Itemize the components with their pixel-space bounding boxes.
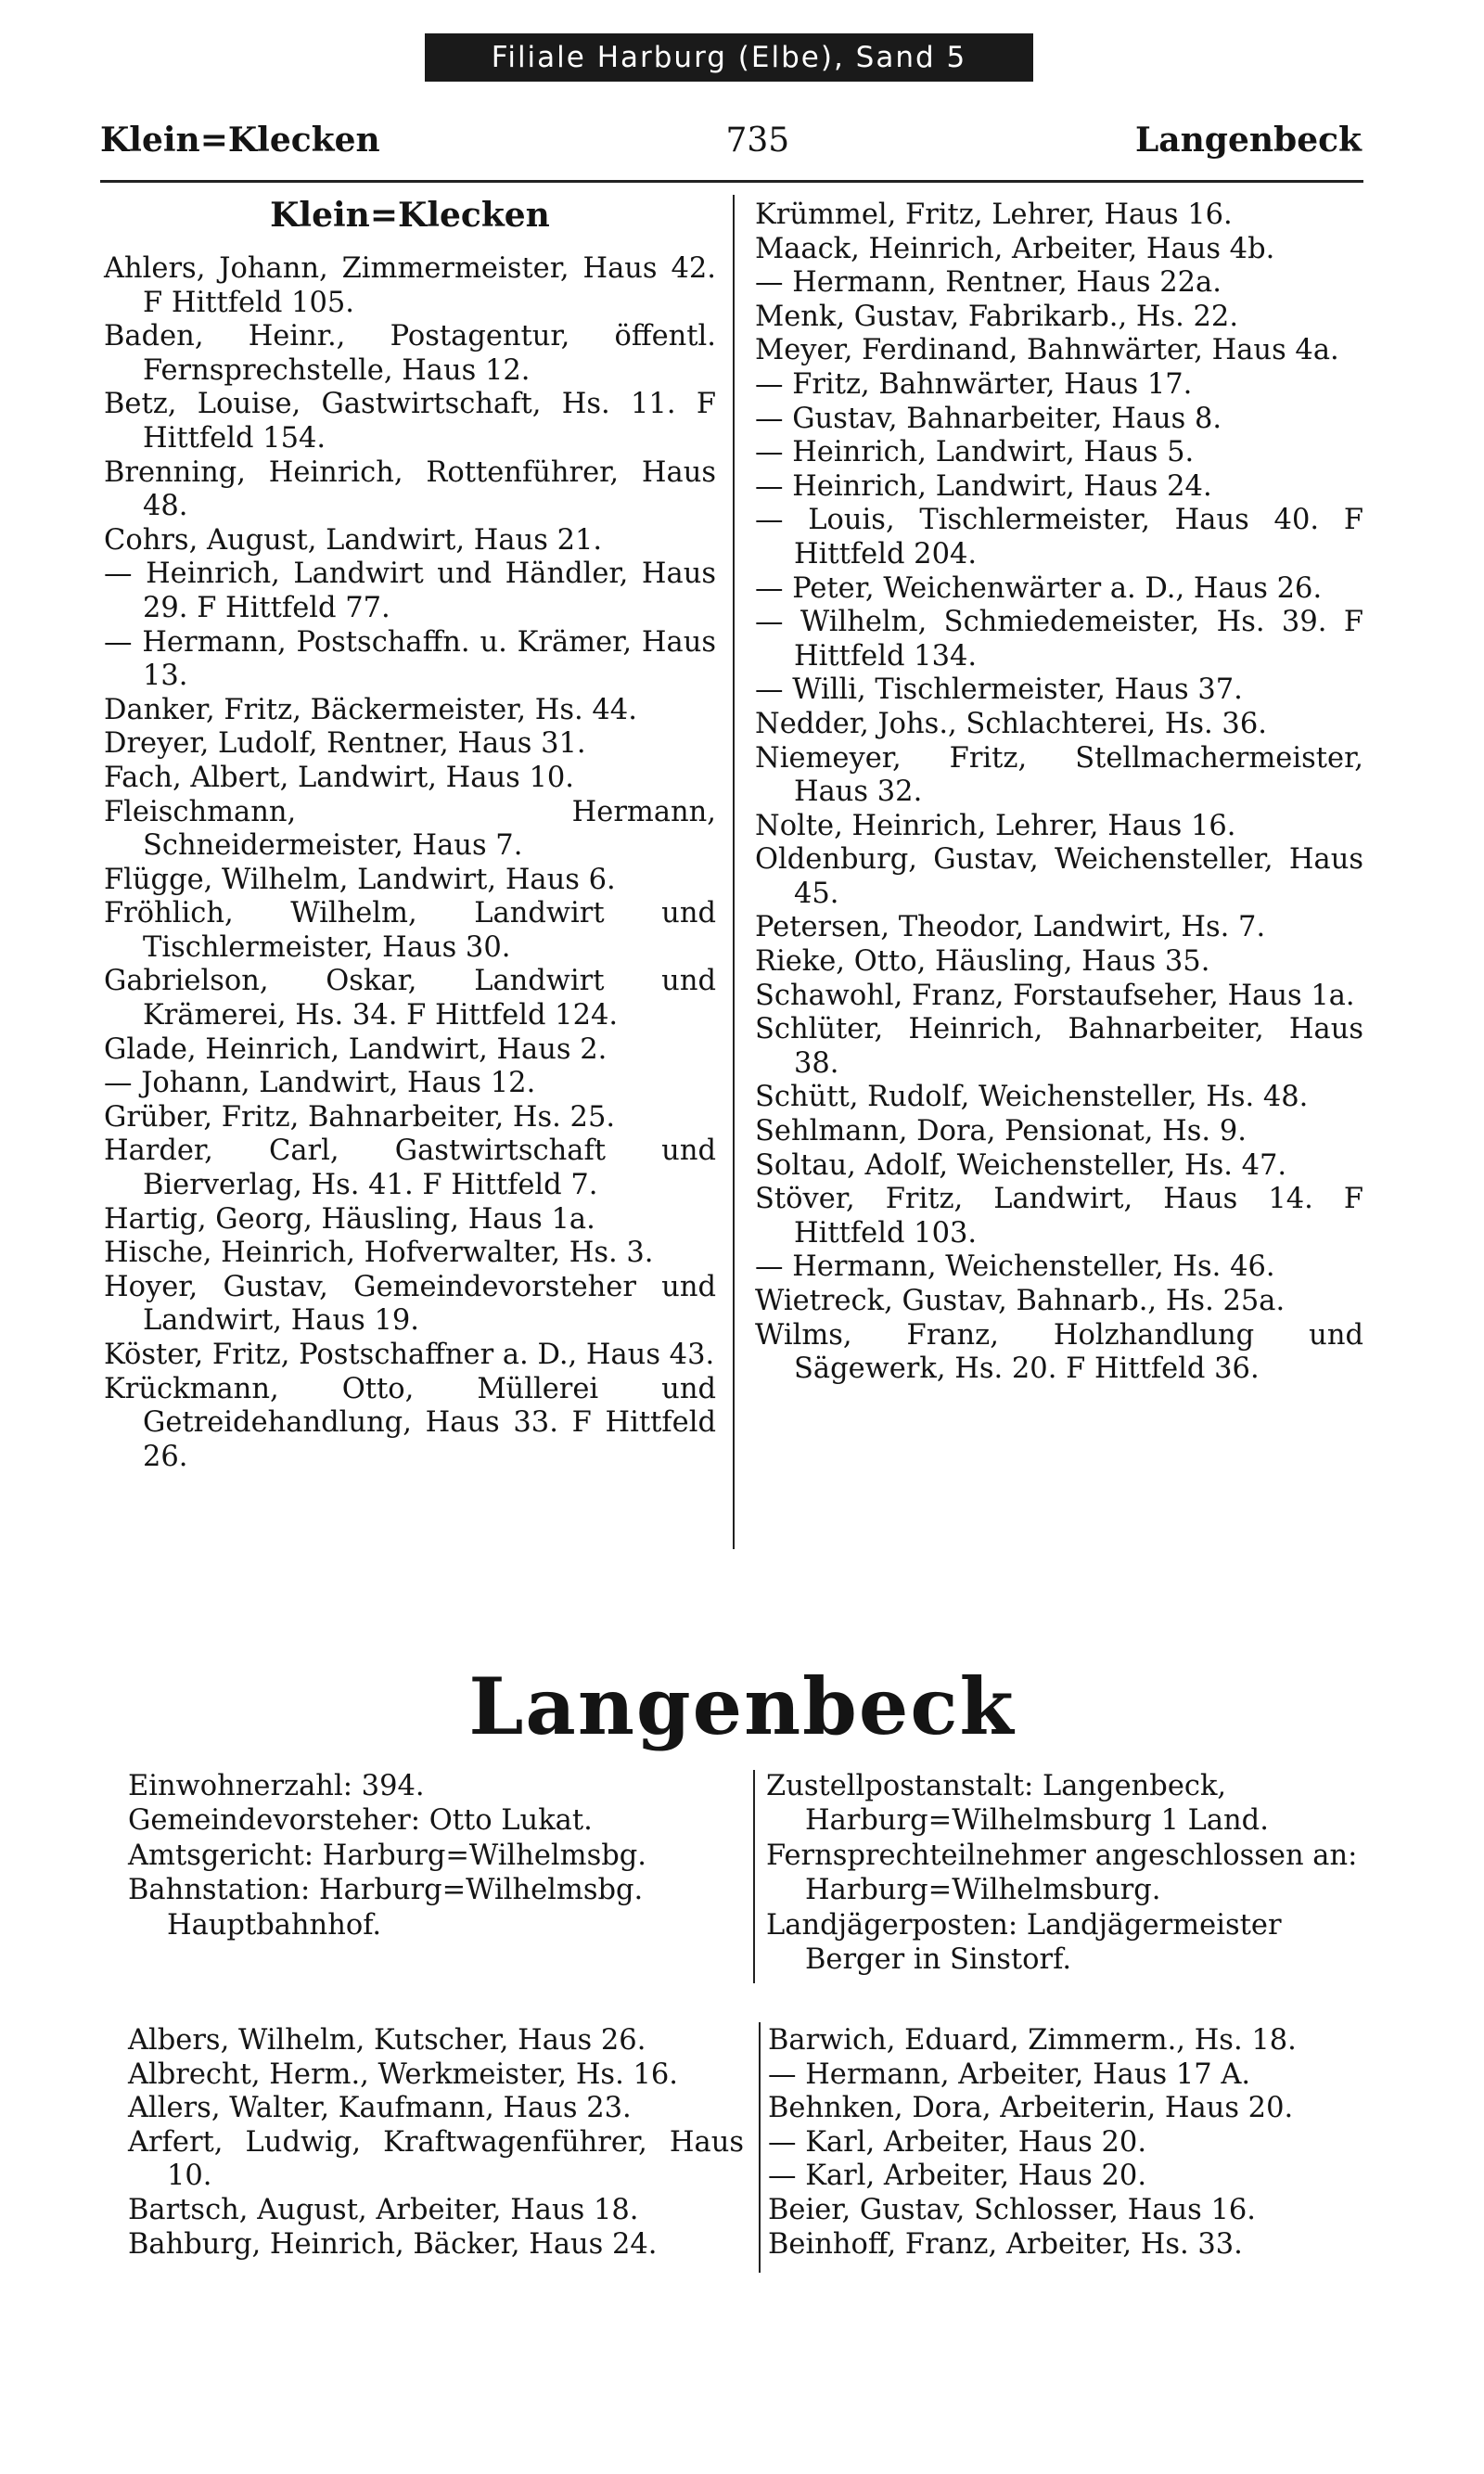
- directory-entry: — Hermann, Arbeiter, Haus 17 A.: [768, 2057, 1251, 2091]
- directory-entry: Fleischmann, Hermann, Schneidermeister, Haus 7.: [104, 795, 716, 863]
- directory-entry: Behnken, Dora, Arbeiterin, Haus 20.: [768, 2092, 1294, 2125]
- directory-entry: Bartsch, August, Arbeiter, Haus 18.: [128, 2193, 639, 2226]
- directory-entry: Fach, Albert, Landwirt, Haus 10.: [104, 761, 574, 794]
- column-divider: [733, 195, 735, 1549]
- directory-entry: Nolte, Heinrich, Lehrer, Haus 16.: [755, 809, 1236, 842]
- directory-entry: Wietreck, Gustav, Bahnarb., Hs. 25a.: [755, 1285, 1286, 1317]
- directory-entry: — Wilhelm, Schmiedemeister, Hs. 39. F Hittfeld 134.: [755, 606, 1363, 673]
- directory-entry: Arfert, Ludwig, Kraftwagenführer, Haus 10.: [128, 2125, 744, 2193]
- directory-entry: Schütt, Rudolf, Weichensteller, Hs. 48.: [755, 1081, 1309, 1114]
- section-heading-klein-klecken: Klein=Klecken: [270, 196, 550, 235]
- directory-entry: — Karl, Arbeiter, Haus 20.: [768, 2125, 1147, 2159]
- info-divider: [753, 1770, 755, 1983]
- directory-entry: Grüber, Fritz, Bahnarbeiter, Hs. 25.: [104, 1100, 616, 1134]
- directory-entry: Beinhoff, Franz, Arbeiter, Hs. 33.: [768, 2227, 1243, 2261]
- langenbeck-info-right: [766, 1769, 1367, 1977]
- directory-entry: Danker, Fritz, Bäckermeister, Hs. 44.: [104, 693, 637, 726]
- directory-entry: — Peter, Weichenwärter a. D., Haus 26.: [755, 571, 1323, 605]
- info-list: [128, 1769, 740, 1942]
- directory-entry: Köster, Fritz, Postschaffner a. D., Haus 43.: [104, 1339, 715, 1371]
- directory-entry: — Hermann, Rentner, Haus 22a.: [755, 266, 1222, 300]
- directory-entry: Schawohl, Franz, Forstaufseher, Haus 1a.: [755, 979, 1355, 1012]
- directory-entry: — Heinrich, Landwirt, Haus 5.: [755, 436, 1195, 469]
- column-divider-lower: [759, 2022, 761, 2273]
- directory-entry: — Fritz, Bahnwärter, Haus 17.: [755, 367, 1193, 401]
- directory-entry: — Hermann, Postschaffn. u. Krämer, Haus 13.: [104, 625, 716, 693]
- directory-entry: Cohrs, August, Landwirt, Haus 21.: [104, 523, 603, 557]
- directory-entry: Betz, Louise, Gastwirtschaft, Hs. 11. F Hittfeld 154.: [104, 388, 716, 455]
- directory-entry: — Willi, Tischlermeister, Haus 37.: [755, 673, 1243, 707]
- directory-entry: — Gustav, Bahnarbeiter, Haus 8.: [755, 402, 1222, 435]
- directory-entry: Brenning, Heinrich, Rottenführer, Haus 48.: [104, 455, 716, 523]
- directory-entry: Menk, Gustav, Fabrikarb., Hs. 22.: [755, 300, 1239, 333]
- directory-entry: Hische, Heinrich, Hofverwalter, Hs. 3.: [104, 1237, 654, 1270]
- directory-entry: Schlüter, Heinrich, Bahnarbeiter, Haus 38.: [755, 1013, 1363, 1080]
- directory-entry: Gabrielson, Oskar, Landwirt und Krämerei, Hs. 34. F Hittfeld 124.: [104, 965, 716, 1032]
- info-list: [766, 1769, 1367, 1977]
- directory-entry: Baden, Heinr., Postagentur, öffentl. Fernsprechstelle, Haus 12.: [104, 320, 716, 387]
- langenbeck-info-left: [128, 1769, 740, 1942]
- directory-entry: Bahburg, Heinrich, Bäcker, Haus 24.: [128, 2227, 658, 2261]
- entry-list: [768, 2024, 1362, 2262]
- directory-entry: Rieke, Otto, Häusling, Haus 35.: [755, 945, 1210, 979]
- entry-list: [128, 2024, 744, 2262]
- directory-entry: Maack, Heinrich, Arbeiter, Haus 4b.: [755, 232, 1275, 265]
- directory-entry: Krümmel, Fritz, Lehrer, Haus 16.: [755, 199, 1233, 231]
- directory-entry: Hoyer, Gustav, Gemeindevorsteher und Landwirt, Haus 19.: [104, 1270, 716, 1338]
- header-rule: [100, 180, 1363, 183]
- entry-list: [104, 252, 716, 1474]
- directory-entry: Harder, Carl, Gastwirtschaft und Bierverlag, Hs. 41. F Hittfeld 7.: [104, 1134, 716, 1202]
- entry-list: [755, 199, 1363, 1387]
- directory-entry: Soltau, Adolf, Weichensteller, Hs. 47.: [755, 1148, 1287, 1182]
- branch-banner: Filiale Harburg (Elbe), Sand 5: [425, 33, 1033, 82]
- directory-entry: Albrecht, Herm., Werkmeister, Hs. 16.: [128, 2057, 678, 2091]
- directory-entry: Meyer, Ferdinand, Bahnwärter, Haus 4a.: [755, 334, 1339, 367]
- running-head-left: Klein=Klecken: [100, 121, 380, 160]
- directory-entry: Beier, Gustav, Schlosser, Haus 16.: [768, 2193, 1256, 2226]
- directory-entry: Krückmann, Otto, Müllerei und Getreidehandlung, Haus 33. F Hittfeld 26.: [104, 1372, 716, 1473]
- langenbeck-right-column: [768, 2024, 1362, 2262]
- directory-entry: Amtsgericht: Harburg=Wilhelmsbg.: [128, 1839, 646, 1872]
- running-head: [100, 121, 1362, 160]
- directory-entry: Zustellpostanstalt: Langenbeck, Harburg=Wilhelmsburg 1 Land.: [766, 1770, 1269, 1838]
- directory-entry: Nedder, Johs., Schlachterei, Hs. 36.: [755, 707, 1267, 740]
- directory-entry: Albers, Wilhelm, Kutscher, Haus 26.: [128, 2024, 646, 2057]
- directory-entry: — Karl, Arbeiter, Haus 20.: [768, 2160, 1147, 2193]
- directory-entry: Fernsprechteilnehmer angeschlossen an: Harburg=Wilhelmsburg.: [766, 1839, 1358, 1907]
- directory-entry: Barwich, Eduard, Zimmerm., Hs. 18.: [768, 2024, 1297, 2057]
- directory-entry: Einwohnerzahl: 394.: [128, 1770, 425, 1802]
- section-heading-langenbeck: Langenbeck: [468, 1660, 1016, 1752]
- directory-entry: — Heinrich, Landwirt, Haus 24.: [755, 469, 1212, 503]
- directory-entry: Bahnstation: Harburg=Wilhelmsbg. Hauptbahnhof.: [128, 1874, 644, 1942]
- directory-entry: — Johann, Landwirt, Haus 12.: [104, 1067, 536, 1100]
- directory-entry: Glade, Heinrich, Landwirt, Haus 2.: [104, 1032, 608, 1066]
- directory-entry: Fröhlich, Wilhelm, Landwirt und Tischlermeister, Haus 30.: [104, 897, 716, 964]
- directory-entry: Petersen, Theodor, Landwirt, Hs. 7.: [755, 911, 1266, 944]
- directory-entry: Stöver, Fritz, Landwirt, Haus 14. F Hittfeld 103.: [755, 1183, 1363, 1250]
- directory-entry: Landjägerposten: Landjägermeister Berger in Sinstorf.: [766, 1908, 1282, 1977]
- directory-entry: Oldenburg, Gustav, Weichensteller, Haus 45.: [755, 843, 1363, 910]
- directory-entry: Dreyer, Ludolf, Rentner, Haus 31.: [104, 727, 586, 761]
- directory-entry: — Heinrich, Landwirt und Händler, Haus 29. F Hittfeld 77.: [104, 558, 716, 624]
- directory-entry: Gemeindevorsteher: Otto Lukat.: [128, 1804, 593, 1838]
- directory-entry: Sehlmann, Dora, Pensionat, Hs. 9.: [755, 1115, 1247, 1148]
- directory-entry: Niemeyer, Fritz, Stellmachermeister, Haus 32.: [755, 741, 1363, 809]
- directory-entry: Allers, Walter, Kaufmann, Haus 23.: [128, 2092, 632, 2125]
- directory-entry: Ahlers, Johann, Zimmermeister, Haus 42. F Hittfeld 105.: [104, 252, 716, 319]
- directory-entry: Wilms, Franz, Holzhandlung und Sägewerk, Hs. 20. F Hittfeld 36.: [755, 1318, 1363, 1386]
- directory-entry: — Hermann, Weichensteller, Hs. 46.: [755, 1250, 1275, 1284]
- directory-entry: Flügge, Wilhelm, Landwirt, Haus 6.: [104, 863, 616, 896]
- page-number: 735: [725, 122, 790, 160]
- running-head-right: Langenbeck: [1134, 121, 1362, 160]
- klein-klecken-right-column: [755, 199, 1363, 1387]
- directory-entry: — Louis, Tischlermeister, Haus 40. F Hittfeld 204.: [755, 504, 1363, 570]
- langenbeck-left-column: [128, 2024, 744, 2262]
- klein-klecken-left-column: [104, 197, 716, 1474]
- directory-entry: Hartig, Georg, Häusling, Haus 1a.: [104, 1202, 595, 1236]
